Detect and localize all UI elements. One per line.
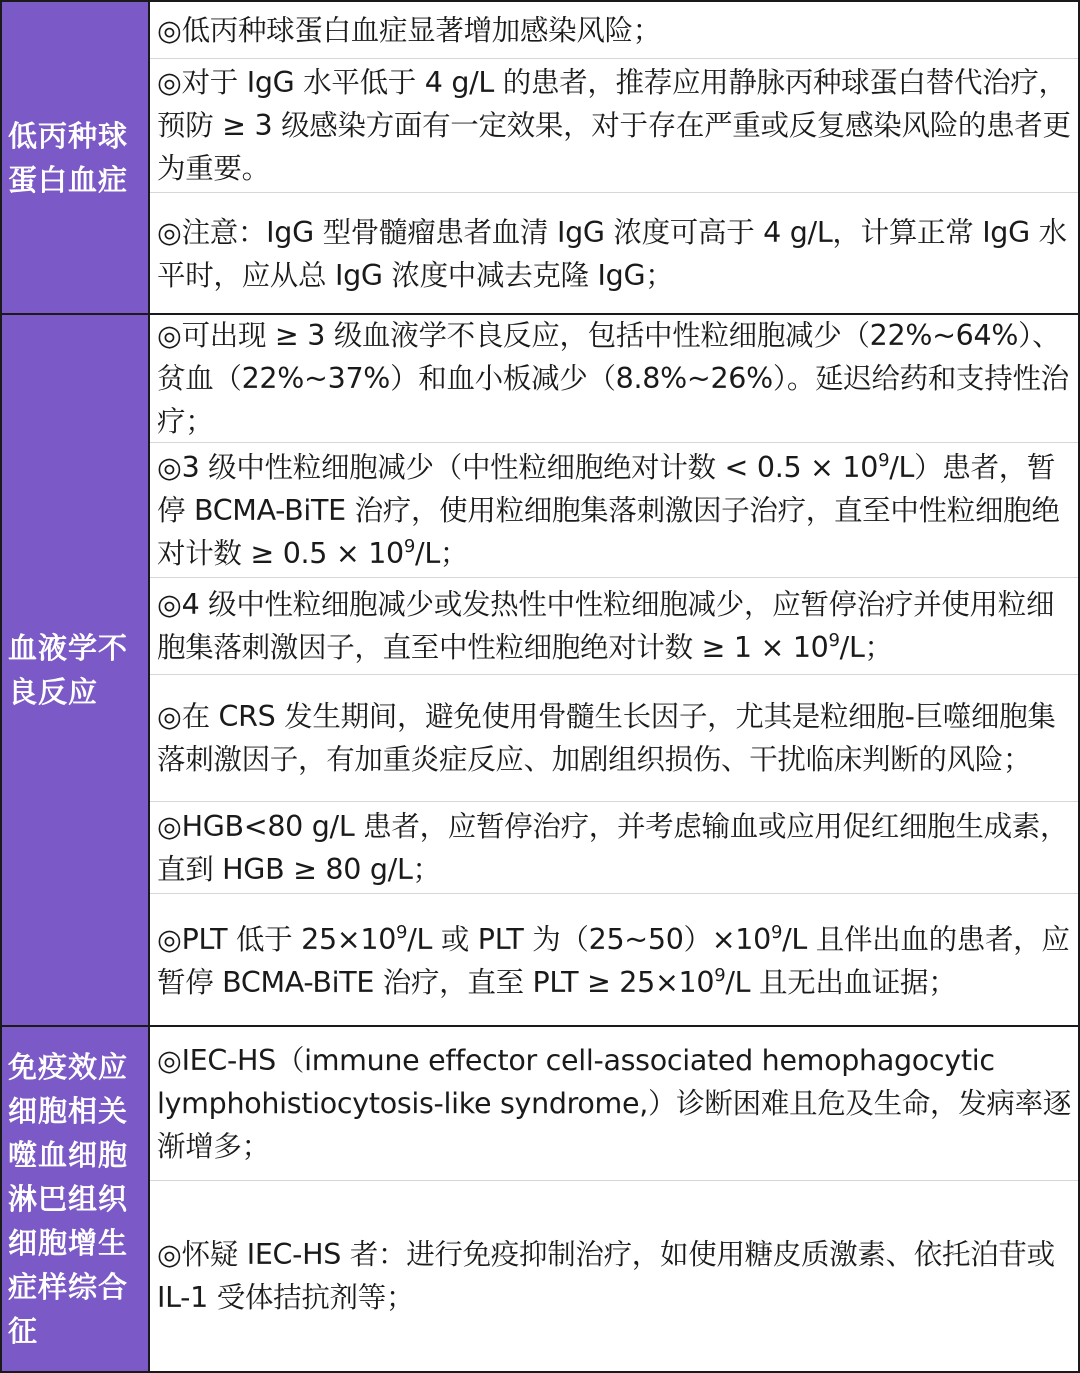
- row-text: ◎注意：IgG 型骨髓瘤患者血清 IgG 浓度可高于 4 g/L，计算正常 IgG 水平时，应从总 IgG 浓度中减去克隆 IgG；: [157, 216, 1067, 292]
- section-label-text: 免疫效应细胞相关噬血细胞淋巴组织细胞增生症样综合征: [8, 1050, 129, 1348]
- table-row: [150, 443, 1078, 578]
- row-text: ◎IEC-HS（immune effector cell-associated hemophagocytic lymphohistiocytosis-like syndrome,）诊断困难且危及生命，发病率逐渐增多；: [157, 1044, 1072, 1163]
- section-label: [2, 2, 150, 313]
- table-row: [150, 59, 1078, 193]
- row-text: ◎PLT 低于 $25\times 10^9/L$ 或 PLT 为$(25\sim 50)\times 10^9/L$ 且伴出血的患者，应暂停 BCMA-BiTE 治疗，直至 PLT ≥ $25\times 10^9/L$ 且无出血证据；: [157, 921, 1070, 999]
- table-row: [150, 578, 1078, 675]
- section-label: [2, 1027, 150, 1371]
- section-iec-hs: [2, 1027, 1078, 1371]
- table-row: [150, 675, 1078, 802]
- section-hypogammaglobulinemia: [2, 2, 1078, 315]
- table-row: [150, 894, 1078, 1027]
- row-text: ◎HGB<80 g/L 患者，应暂停治疗，并考虑输血或应用促红细胞生成素，直到 HGB ≥ 80 g/L；: [157, 809, 1069, 886]
- exponent: 9: [714, 964, 726, 986]
- table-row: [150, 193, 1078, 315]
- section-rows: [150, 1027, 1078, 1371]
- row-text: ◎怀疑 IEC-HS 者：进行免疫抑制治疗，如使用糖皮质激素、依托泊苷或 IL-1 受体拮抗剂等；: [157, 1238, 1055, 1314]
- table-row: [150, 802, 1078, 894]
- exponent: 9: [403, 535, 416, 557]
- row-text: ◎4 级中性粒细胞减少或发热性中性粒细胞减少，应暂停治疗并使用粒细胞集落刺激因子，直至中性粒细胞绝对计数 ≥ $1 \times 10^9/L$；: [157, 588, 1055, 664]
- row-text: ◎对于 IgG 水平低于 4 g/L 的患者，推荐应用静脉丙种球蛋白替代治疗，预防 ≥ 3 级感染方面有一定效果，对于存在严重或反复感染风险的患者更为重要。: [157, 66, 1071, 185]
- section-label-text: 低丙种球蛋白血症: [8, 118, 129, 197]
- exponent: 9: [396, 921, 408, 943]
- table-row: [150, 2, 1078, 59]
- section-label-text: 血液学不良反应: [8, 631, 129, 709]
- exponent: 9: [878, 449, 890, 471]
- table-row: [150, 1027, 1078, 1181]
- section-rows: [150, 315, 1078, 1025]
- row-text: ◎低丙种球蛋白血症显著增加感染风险；: [157, 13, 661, 47]
- row-text: ◎可出现 ≥ 3 级血液学不良反应，包括中性粒细胞减少（22%~64%）、贫血（22%~37%）和血小板减少（8.8%~26%）。延迟给药和支持性治疗；: [157, 319, 1069, 438]
- section-label: [2, 315, 150, 1025]
- section-hematologic-adverse-reactions: [2, 315, 1078, 1027]
- exponent: 9: [828, 630, 840, 651]
- section-rows: [150, 2, 1078, 313]
- row-text: ◎3 级中性粒细胞减少（中性粒细胞绝对计数 < $0.5 \times 10^9/L$）患者，暂停 BCMA-BiTE 治疗，使用粒细胞集落刺激因子治疗，直至中性粒细胞绝对计数 ≥ $0.5 \times 10^9/L$；: [157, 449, 1060, 570]
- exponent: 9: [770, 921, 783, 943]
- table-row: [150, 1181, 1078, 1371]
- row-text: ◎在 CRS 发生期间，避免使用骨髓生长因子，尤其是粒细胞-巨噬细胞集落刺激因子，有加重炎症反应、加剧组织损伤、干扰临床判断的风险；: [157, 700, 1056, 776]
- table-row: [150, 315, 1078, 443]
